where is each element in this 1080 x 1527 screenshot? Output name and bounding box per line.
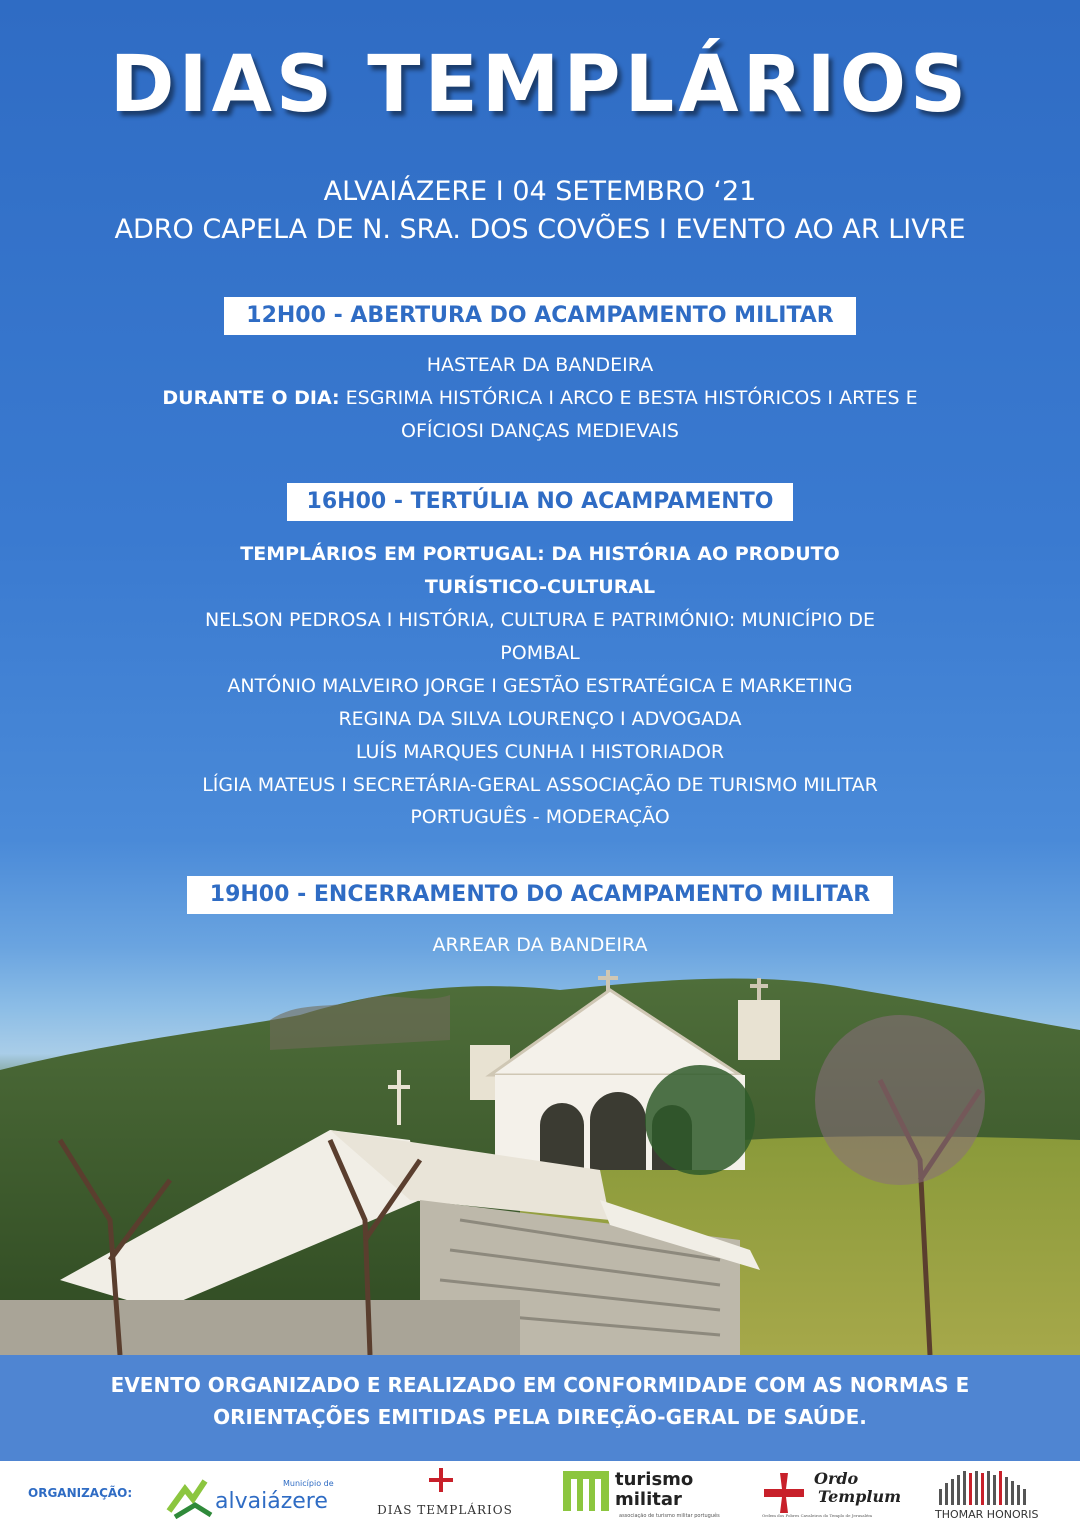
speaker-line: REGINA DA SILVA LOURENÇO I ADVOGADA: [338, 708, 742, 730]
speaker-line: LÍGIA MATEUS I SECRETÁRIA-GERAL ASSOCIAÇÃO DE TURISMO MILITAR: [202, 774, 878, 796]
thomar-honoris-logo: [935, 1471, 1055, 1523]
page-title: DIAS TEMPLÁRIOS: [109, 40, 971, 130]
speaker-line: NELSON PEDROSA I HISTÓRIA, CULTURA E PATRIMÓNIO: MUNICÍPIO DE: [204, 609, 876, 631]
session1-line3: OFÍCIOSI DANÇAS MEDIEVAIS: [401, 420, 679, 442]
session1-line2-bold: DURANTE O DIA:: [162, 387, 340, 409]
ordo-templum-logo: [762, 1469, 902, 1525]
session2-topic1: TEMPLÁRIOS EM PORTUGAL: DA HISTÓRIA AO PRODUTO: [240, 543, 840, 565]
session2-topic2: TURÍSTICO-CULTURAL: [424, 576, 656, 598]
venue: ADRO CAPELA DE N. SRA. DOS COVÕES I EVENTO AO AR LIVRE: [114, 214, 966, 245]
tree-canopy: [815, 1015, 985, 1185]
turismo-militar-text1: turismo: [615, 1469, 694, 1490]
speaker-line: ANTÓNIO MALVEIRO JORGE I GESTÃO ESTRATÉGICA E MARKETING: [227, 675, 853, 697]
alvaiazere-emblem-icon: [165, 1475, 217, 1521]
ordo-templum-sub: Ordem dos Pobres Cavaleiros do Templo de Jerusalém: [762, 1513, 873, 1518]
dias-templarios-logo: [360, 1467, 530, 1523]
session1-line2-rest: ESGRIMA HISTÓRICA I ARCO E BESTA HISTÓRICOS I ARTES E: [339, 387, 918, 409]
turismo-militar-logo: [563, 1469, 733, 1525]
alvaiazere-logo: [165, 1475, 345, 1521]
organizers-label: ORGANIZAÇÃO:: [28, 1486, 133, 1500]
chapel-scene-illustration: [0, 840, 1080, 1355]
session2-heading: 16H00 - TERTÚLIA NO ACAMPAMENTO: [287, 483, 793, 521]
templar-cross-icon: [428, 1467, 454, 1493]
organizers-footer: [0, 1461, 1080, 1527]
ordo-text: Ordo: [814, 1469, 859, 1488]
notice-line1: EVENTO ORGANIZADO E REALIZADO EM CONFORMIDADE COM AS NORMAS E: [110, 1373, 970, 1397]
turismo-militar-m-icon: [563, 1471, 609, 1511]
speaker-line: LUÍS MARQUES CUNHA I HISTORIADOR: [355, 741, 725, 763]
session1-heading: 12H00 - ABERTURA DO ACAMPAMENTO MILITAR: [224, 297, 856, 335]
session1-line2: [0, 382, 1080, 415]
notice-banner: [0, 1355, 1080, 1461]
turismo-militar-sub: associação de turismo militar português: [619, 1513, 720, 1519]
speaker-line: PORTUGUÊS - MODERAÇÃO: [410, 806, 670, 828]
thomar-honoris-bars-icon: [935, 1471, 1047, 1505]
date-location: ALVAIÁZERE I 04 SETEMBRO ‘21: [323, 176, 757, 207]
session1-line1: HASTEAR DA BANDEIRA: [426, 354, 654, 376]
tree-canopy: [645, 1065, 755, 1175]
alvaiazere-text: alvaiázere: [215, 1489, 328, 1514]
thomar-honoris-text: THOMAR HONORIS: [935, 1508, 1039, 1521]
dias-templarios-text: DIAS TEMPLÁRIOS: [377, 1503, 513, 1517]
templum-text: Templum: [818, 1487, 902, 1506]
session3-line1: ARREAR DA BANDEIRA: [432, 934, 648, 956]
alvaiazere-small-text: Município de: [283, 1479, 334, 1488]
speaker-line: POMBAL: [500, 642, 580, 664]
turismo-militar-text2: militar: [615, 1489, 682, 1510]
notice-line2: ORIENTAÇÕES EMITIDAS PELA DIREÇÃO-GERAL DE SAÚDE.: [213, 1405, 867, 1429]
session3-heading: 19H00 - ENCERRAMENTO DO ACAMPAMENTO MILITAR: [187, 876, 893, 914]
ordo-templum-cross-icon: [762, 1471, 806, 1515]
